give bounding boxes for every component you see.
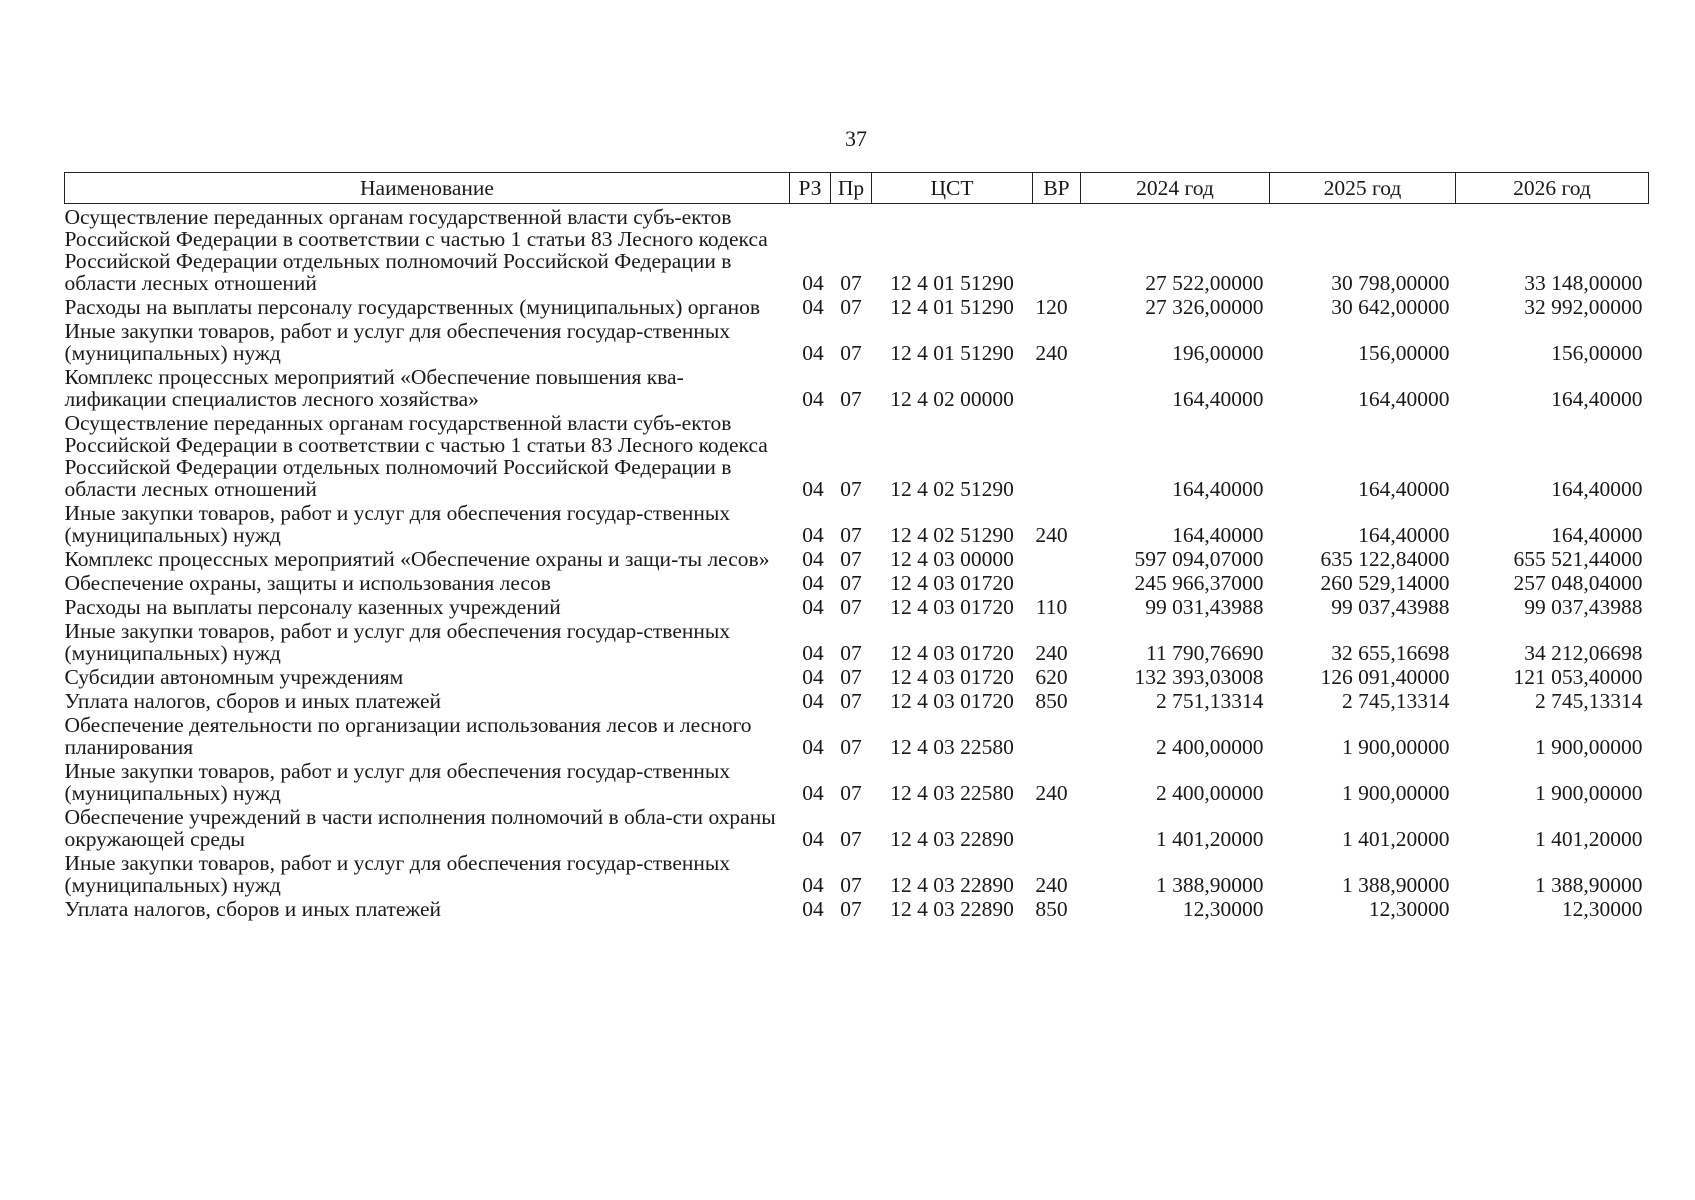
cell-2025: 30 642,00000 xyxy=(1331,295,1450,319)
table-row xyxy=(65,570,1649,594)
cell-vr xyxy=(1033,546,1081,570)
cell-2026: 12,30000 xyxy=(1561,897,1643,921)
cell-2024: 2 751,13314 xyxy=(1156,689,1264,713)
cell-2026: 32 992,00000 xyxy=(1524,295,1643,319)
cell-cst: 12 4 03 01720 xyxy=(890,665,1014,689)
table-row xyxy=(65,546,1649,570)
cell-2025: 1 401,20000 xyxy=(1342,827,1450,851)
cell-rz: 04 xyxy=(802,271,824,295)
cell-vr xyxy=(1033,204,1081,295)
cell-2025: 635 122,84000 xyxy=(1320,547,1450,571)
cell-cst: 12 4 02 51290 xyxy=(890,477,1014,501)
cell-2024: 132 393,03008 xyxy=(1134,665,1264,689)
table-row xyxy=(65,712,1649,758)
cell-name: Уплата налогов, сборов и иных платежей xyxy=(64,897,442,921)
cell-2025: 164,40000 xyxy=(1358,387,1450,411)
cell-2025: 1 900,00000 xyxy=(1342,781,1450,805)
cell-2025: 164,40000 xyxy=(1358,477,1450,501)
cell-rz: 04 xyxy=(802,827,824,851)
cell-pr: 07 xyxy=(840,735,862,759)
cell-name: Обеспечение учреждений в части исполнения полномочий в обла-сти охраны окружающей среды xyxy=(64,805,776,851)
cell-2024: 11 790,76690 xyxy=(1146,641,1264,665)
cell-pr: 07 xyxy=(840,295,862,319)
cell-rz: 04 xyxy=(802,735,824,759)
cell-rz: 04 xyxy=(802,781,824,805)
cell-vr: 620 xyxy=(1035,665,1068,689)
cell-2025: 99 037,43988 xyxy=(1331,595,1450,619)
cell-2025: 2 745,13314 xyxy=(1342,689,1450,713)
cell-rz: 04 xyxy=(802,477,824,501)
cell-2024: 27 326,00000 xyxy=(1145,295,1264,319)
cell-cst: 12 4 01 51290 xyxy=(890,271,1014,295)
cell-rz: 04 xyxy=(802,897,824,921)
table-row xyxy=(65,364,1649,410)
cell-cst: 12 4 03 22890 xyxy=(890,827,1014,851)
cell-cst: 12 4 03 01720 xyxy=(890,689,1014,713)
cell-rz: 04 xyxy=(802,523,824,547)
header-2026: 2026 год xyxy=(1456,173,1649,204)
cell-cst: 12 4 03 00000 xyxy=(890,547,1014,571)
cell-vr xyxy=(1033,570,1081,594)
cell-vr: 110 xyxy=(1035,595,1068,619)
table-row xyxy=(65,594,1649,618)
table-row xyxy=(65,294,1649,318)
cell-2026: 164,40000 xyxy=(1551,387,1643,411)
header-pr: Пр xyxy=(831,173,872,204)
cell-name: Осуществление переданных органам государственной власти субъ-ектов Российской Федерации в соответствии с частью 1 статьи 83 Лесного кодекса Российской Федерации отдельных полномочий Российской Федерации в области лесных отношений xyxy=(64,205,768,295)
cell-name: Осуществление переданных органам государственной власти субъ-ектов Российской Федерации в соответствии с частью 1 статьи 83 Лесного кодекса Российской Федерации отдельных полномочий Российской Федерации в области лесных отношений xyxy=(64,411,768,501)
cell-pr: 07 xyxy=(840,595,862,619)
cell-pr: 07 xyxy=(840,523,862,547)
table-row xyxy=(65,204,1649,295)
table-row xyxy=(65,896,1649,920)
cell-2024: 1 401,20000 xyxy=(1156,827,1264,851)
cell-2026: 1 900,00000 xyxy=(1535,735,1643,759)
cell-name: Иные закупки товаров, работ и услуг для обеспечения государ-ственных (муниципальных) нужд xyxy=(64,759,731,805)
header-vr: ВР xyxy=(1033,173,1081,204)
cell-vr: 850 xyxy=(1035,897,1068,921)
cell-cst: 12 4 03 01720 xyxy=(890,571,1014,595)
cell-name: Иные закупки товаров, работ и услуг для обеспечения государ-ственных (муниципальных) нужд xyxy=(64,319,731,365)
cell-2026: 257 048,04000 xyxy=(1513,571,1643,595)
cell-pr: 07 xyxy=(840,781,862,805)
cell-rz: 04 xyxy=(802,873,824,897)
cell-2024: 99 031,43988 xyxy=(1145,595,1264,619)
table-row xyxy=(65,500,1649,546)
cell-cst: 12 4 01 51290 xyxy=(890,295,1014,319)
cell-vr: 240 xyxy=(1035,341,1068,365)
cell-pr: 07 xyxy=(840,387,862,411)
cell-pr: 07 xyxy=(840,571,862,595)
cell-cst: 12 4 03 22890 xyxy=(890,897,1014,921)
cell-2024: 164,40000 xyxy=(1172,477,1264,501)
cell-pr: 07 xyxy=(840,873,862,897)
table-row xyxy=(65,318,1649,364)
cell-2026: 164,40000 xyxy=(1551,477,1643,501)
cell-name: Иные закупки товаров, работ и услуг для обеспечения государ-ственных (муниципальных) нужд xyxy=(64,501,731,547)
cell-pr: 07 xyxy=(840,897,862,921)
cell-cst: 12 4 03 22580 xyxy=(890,735,1014,759)
cell-name: Обеспечение деятельности по организации использования лесов и лесного планирования xyxy=(64,713,752,759)
cell-name: Иные закупки товаров, работ и услуг для обеспечения государ-ственных (муниципальных) нужд xyxy=(64,851,731,897)
cell-pr: 07 xyxy=(840,827,862,851)
cell-2024: 196,00000 xyxy=(1172,341,1264,365)
table-header-row xyxy=(65,173,1649,204)
cell-2026: 34 212,06698 xyxy=(1524,641,1643,665)
cell-2026: 2 745,13314 xyxy=(1535,689,1643,713)
cell-pr: 07 xyxy=(840,641,862,665)
cell-rz: 04 xyxy=(802,689,824,713)
cell-vr xyxy=(1033,804,1081,850)
cell-2026: 156,00000 xyxy=(1551,341,1643,365)
cell-rz: 04 xyxy=(802,641,824,665)
cell-rz: 04 xyxy=(802,547,824,571)
cell-cst: 12 4 03 22580 xyxy=(890,781,1014,805)
cell-2024: 27 522,00000 xyxy=(1145,271,1264,295)
table-row xyxy=(65,758,1649,804)
cell-2024: 245 966,37000 xyxy=(1134,571,1264,595)
cell-2025: 164,40000 xyxy=(1358,523,1450,547)
budget-table xyxy=(64,172,1649,920)
header-rz: РЗ xyxy=(790,173,831,204)
cell-vr xyxy=(1033,712,1081,758)
cell-name: Расходы на выплаты персоналу государственных (муниципальных) органов xyxy=(64,295,761,319)
cell-2025: 30 798,00000 xyxy=(1331,271,1450,295)
table-row xyxy=(65,410,1649,500)
cell-2024: 597 094,07000 xyxy=(1134,547,1264,571)
cell-pr: 07 xyxy=(840,271,862,295)
page-number: 37 xyxy=(845,126,867,151)
cell-2025: 1 900,00000 xyxy=(1342,735,1450,759)
header-name: Наименование xyxy=(65,173,790,204)
cell-vr: 240 xyxy=(1035,781,1068,805)
cell-pr: 07 xyxy=(840,341,862,365)
cell-pr: 07 xyxy=(840,477,862,501)
cell-pr: 07 xyxy=(840,665,862,689)
cell-2024: 164,40000 xyxy=(1172,387,1264,411)
cell-name: Обеспечение охраны, защиты и использования лесов xyxy=(64,571,551,595)
cell-rz: 04 xyxy=(802,387,824,411)
cell-pr: 07 xyxy=(840,547,862,571)
cell-rz: 04 xyxy=(802,341,824,365)
cell-cst: 12 4 03 22890 xyxy=(890,873,1014,897)
cell-2025: 12,30000 xyxy=(1368,897,1450,921)
cell-name: Комплекс процессных мероприятий «Обеспечение повышения ква-лификации специалистов лесного хозяйства» xyxy=(64,365,684,411)
header-cst: ЦСТ xyxy=(872,173,1033,204)
table-body xyxy=(65,204,1649,921)
cell-2025: 156,00000 xyxy=(1358,341,1450,365)
cell-2025: 32 655,16698 xyxy=(1331,641,1450,665)
header-2025: 2025 год xyxy=(1270,173,1456,204)
cell-2026: 99 037,43988 xyxy=(1524,595,1643,619)
cell-2026: 1 900,00000 xyxy=(1535,781,1643,805)
cell-cst: 12 4 02 51290 xyxy=(890,523,1014,547)
header-2024: 2024 год xyxy=(1081,173,1270,204)
table-row xyxy=(65,804,1649,850)
cell-2024: 164,40000 xyxy=(1172,523,1264,547)
table-row xyxy=(65,664,1649,688)
cell-cst: 12 4 02 00000 xyxy=(890,387,1014,411)
cell-pr: 07 xyxy=(840,689,862,713)
cell-2025: 260 529,14000 xyxy=(1320,571,1450,595)
cell-2026: 1 388,90000 xyxy=(1535,873,1643,897)
cell-vr xyxy=(1033,364,1081,410)
cell-vr: 240 xyxy=(1035,523,1068,547)
cell-name: Комплекс процессных мероприятий «Обеспечение охраны и защи-ты лесов» xyxy=(64,547,770,571)
cell-2024: 2 400,00000 xyxy=(1156,735,1264,759)
cell-name: Субсидии автономным учреждениям xyxy=(64,665,404,689)
cell-2024: 12,30000 xyxy=(1182,897,1264,921)
cell-2026: 121 053,40000 xyxy=(1513,665,1643,689)
cell-2025: 126 091,40000 xyxy=(1320,665,1450,689)
cell-cst: 12 4 03 01720 xyxy=(890,641,1014,665)
cell-cst: 12 4 03 01720 xyxy=(890,595,1014,619)
cell-vr: 120 xyxy=(1035,295,1068,319)
cell-2024: 2 400,00000 xyxy=(1156,781,1264,805)
cell-vr: 850 xyxy=(1035,689,1068,713)
table-row xyxy=(65,688,1649,712)
table-row xyxy=(65,850,1649,896)
table-row xyxy=(65,618,1649,664)
cell-2024: 1 388,90000 xyxy=(1156,873,1264,897)
cell-vr: 240 xyxy=(1035,873,1068,897)
cell-name: Иные закупки товаров, работ и услуг для обеспечения государ-ственных (муниципальных) нужд xyxy=(64,619,731,665)
cell-vr xyxy=(1033,410,1081,500)
cell-name: Расходы на выплаты персоналу казенных учреждений xyxy=(64,595,561,619)
cell-rz: 04 xyxy=(802,595,824,619)
cell-rz: 04 xyxy=(802,665,824,689)
cell-rz: 04 xyxy=(802,571,824,595)
cell-2026: 1 401,20000 xyxy=(1535,827,1643,851)
cell-2025: 1 388,90000 xyxy=(1342,873,1450,897)
cell-name: Уплата налогов, сборов и иных платежей xyxy=(64,689,442,713)
cell-2026: 164,40000 xyxy=(1551,523,1643,547)
cell-rz: 04 xyxy=(802,295,824,319)
cell-2026: 33 148,00000 xyxy=(1524,271,1643,295)
cell-2026: 655 521,44000 xyxy=(1513,547,1643,571)
cell-cst: 12 4 01 51290 xyxy=(890,341,1014,365)
cell-vr: 240 xyxy=(1035,641,1068,665)
